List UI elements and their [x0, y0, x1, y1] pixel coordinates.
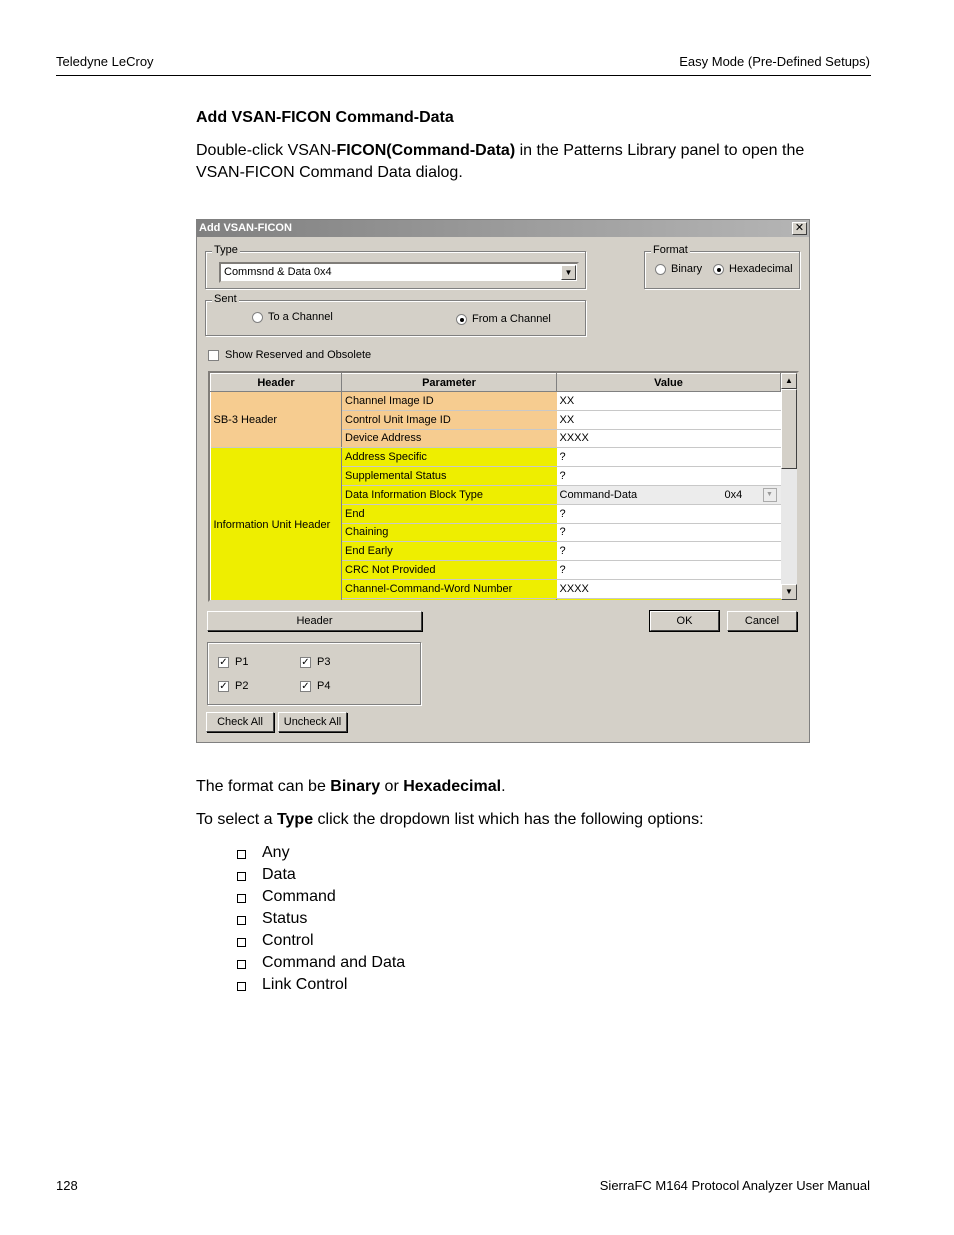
- square-bullet-icon: [237, 894, 246, 903]
- format-binary-radio[interactable]: [655, 263, 702, 275]
- type-group-label: Type: [214, 244, 238, 256]
- radio-icon: [252, 312, 263, 323]
- parameters-grid: [208, 371, 799, 602]
- format-group: [644, 244, 800, 289]
- format-binary-label: Binary: [671, 263, 703, 275]
- type-dropdown-value: Commsnd & Data 0x4: [224, 266, 332, 278]
- list-item: [237, 952, 405, 974]
- close-icon[interactable]: ✕: [792, 222, 807, 235]
- param-cell: Chaining: [342, 523, 557, 542]
- checkbox-checked-icon: ✓: [219, 656, 228, 668]
- option-text: Command: [262, 888, 336, 905]
- radio-icon: [655, 264, 666, 275]
- value-dropdown-text: Command-Data: [559, 488, 638, 501]
- value-cell[interactable]: XX: [557, 392, 781, 411]
- intro-paragraph: [196, 140, 856, 184]
- p3-label: P3: [317, 656, 331, 668]
- sent-from-channel-radio[interactable]: [456, 313, 551, 325]
- header-cell-iu: Information Unit Header: [211, 448, 342, 602]
- format-hex-label: Hexadecimal: [729, 263, 793, 275]
- sent-to-channel-radio[interactable]: [252, 311, 333, 323]
- intro-text-a: Double-click VSAN-: [196, 142, 337, 159]
- type-text-a: To select a: [196, 811, 277, 828]
- type-text-bold: Type: [276, 811, 314, 828]
- radio-selected-icon: [456, 314, 467, 325]
- value-cell[interactable]: ?: [557, 504, 781, 523]
- check-all-button[interactable]: Check All: [206, 712, 274, 732]
- sent-group-label: Sent: [214, 293, 237, 305]
- uncheck-all-button[interactable]: Uncheck All: [278, 712, 347, 732]
- option-text: Status: [262, 910, 308, 927]
- chevron-down-icon[interactable]: ▼: [561, 265, 576, 280]
- list-item: [237, 908, 405, 930]
- format-text-c: or: [380, 778, 404, 795]
- type-paragraph: [196, 809, 704, 831]
- scroll-up-icon[interactable]: ▲: [781, 373, 797, 389]
- square-bullet-icon: [237, 960, 246, 969]
- format-text-hex: Hexadecimal: [403, 778, 502, 795]
- value-cell[interactable]: XXXX: [557, 579, 781, 598]
- option-text: Data: [262, 866, 296, 883]
- checkbox-checked-icon: ✓: [219, 680, 228, 692]
- param-cell: End Early: [342, 542, 557, 561]
- square-bullet-icon: [237, 916, 246, 925]
- add-vsan-ficon-dialog: [196, 219, 810, 743]
- column-parameter[interactable]: Parameter: [342, 374, 557, 392]
- intro-text-c: in the Patterns Library panel to open the VSAN-FICON Command Data dialog.: [196, 142, 805, 181]
- chevron-down-icon[interactable]: ▼: [763, 488, 777, 502]
- column-value[interactable]: Value: [557, 374, 781, 392]
- option-text: Control: [262, 932, 314, 949]
- sent-from-label: From a Channel: [472, 313, 551, 325]
- list-item: [237, 864, 405, 886]
- table-row[interactable]: [211, 448, 787, 467]
- p4-label: P4: [317, 680, 331, 692]
- section-title: Add VSAN-FICON Command-Data: [196, 109, 454, 126]
- square-bullet-icon: [237, 850, 246, 859]
- format-paragraph: [196, 776, 506, 798]
- parameters-table: [210, 373, 787, 602]
- type-dropdown[interactable]: [219, 262, 579, 283]
- value-cell[interactable]: ?: [557, 542, 781, 561]
- list-item: [237, 930, 405, 952]
- table-row[interactable]: [211, 392, 787, 411]
- option-text: Link Control: [262, 976, 348, 993]
- value-cell[interactable]: ?: [557, 523, 781, 542]
- p4-checkbox[interactable]: [300, 680, 330, 692]
- scroll-thumb[interactable]: [781, 389, 797, 469]
- p1-checkbox[interactable]: [218, 656, 248, 668]
- p3-checkbox[interactable]: [300, 656, 330, 668]
- page-number: 128: [56, 1178, 78, 1193]
- param-cell: Data Information Block Type: [342, 485, 557, 504]
- type-options-list: [237, 842, 405, 996]
- value-dropdown-code: 0x4: [724, 488, 743, 501]
- partial-cell: [557, 598, 781, 602]
- list-item: [237, 842, 405, 864]
- sent-group: [205, 293, 586, 336]
- header-rule: [56, 75, 871, 76]
- page-header-left: Teledyne LeCroy: [56, 54, 154, 69]
- p2-label: P2: [235, 680, 249, 692]
- format-group-label: Format: [653, 244, 688, 256]
- format-text-a: The format can be: [196, 778, 331, 795]
- partial-cell: [342, 598, 557, 602]
- ok-button[interactable]: OK: [650, 611, 719, 631]
- format-hex-radio[interactable]: [713, 263, 793, 275]
- option-text: Any: [262, 844, 290, 861]
- param-cell: Device Address: [342, 429, 557, 448]
- scroll-down-icon[interactable]: ▼: [781, 584, 797, 600]
- value-cell[interactable]: ?: [557, 448, 781, 467]
- value-cell[interactable]: XX: [557, 410, 781, 429]
- param-cell: CRC Not Provided: [342, 561, 557, 580]
- value-cell[interactable]: XXXX: [557, 429, 781, 448]
- checkbox-checked-icon: ✓: [301, 656, 310, 668]
- type-group: [205, 244, 586, 289]
- list-item: [237, 974, 405, 996]
- type-text-c: click the dropdown list which has the following options:: [313, 811, 704, 828]
- value-cell[interactable]: ?: [557, 467, 781, 486]
- checkbox-checked-icon: ✓: [301, 680, 310, 692]
- value-dropdown-cell[interactable]: [557, 485, 781, 504]
- cancel-button[interactable]: Cancel: [727, 611, 797, 631]
- intro-text-bold: FICON(Command-Data): [336, 142, 516, 159]
- format-text-e: .: [501, 778, 506, 795]
- pattern-checks-group: [207, 642, 421, 705]
- p2-checkbox[interactable]: [218, 680, 248, 692]
- sent-to-label: To a Channel: [268, 311, 333, 323]
- vertical-scrollbar[interactable]: [781, 373, 797, 600]
- square-bullet-icon: [237, 938, 246, 947]
- header-cell-sb3: SB-3 Header: [211, 392, 342, 448]
- dialog-title: Add VSAN-FICON: [197, 220, 809, 237]
- column-header[interactable]: Header: [211, 374, 342, 392]
- square-bullet-icon: [237, 872, 246, 881]
- header-button[interactable]: Header: [207, 611, 422, 631]
- square-bullet-icon: [237, 982, 246, 991]
- show-reserved-checkbox[interactable]: [208, 349, 371, 361]
- param-cell: Address Specific: [342, 448, 557, 467]
- format-text-binary: Binary: [330, 778, 381, 795]
- value-cell[interactable]: ?: [557, 561, 781, 580]
- radio-selected-icon: [713, 264, 724, 275]
- param-cell: End: [342, 504, 557, 523]
- param-cell: Control Unit Image ID: [342, 410, 557, 429]
- param-cell: Channel-Command-Word Number: [342, 579, 557, 598]
- option-text: Command and Data: [262, 954, 406, 971]
- param-cell: Channel Image ID: [342, 392, 557, 411]
- checkbox-icon: [208, 350, 219, 361]
- page-header-right: Easy Mode (Pre-Defined Setups): [679, 54, 870, 69]
- show-reserved-label: Show Reserved and Obsolete: [225, 349, 372, 361]
- param-cell: Supplemental Status: [342, 467, 557, 486]
- manual-title: SierraFC M164 Protocol Analyzer User Manual: [599, 1178, 870, 1193]
- p1-label: P1: [235, 656, 249, 668]
- list-item: [237, 886, 405, 908]
